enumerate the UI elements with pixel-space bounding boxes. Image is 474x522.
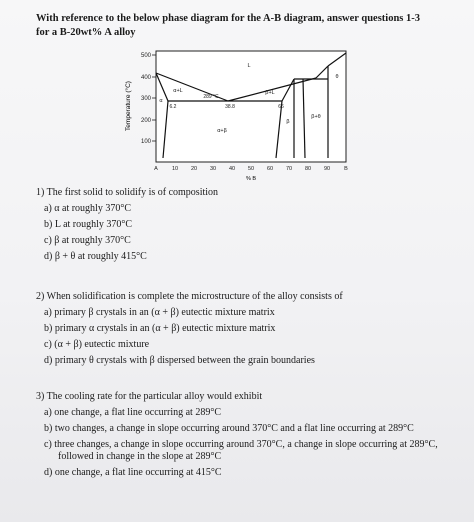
region-alpha-liquid: α+L <box>173 88 183 94</box>
question-2 <box>36 291 456 371</box>
beta-limit-label: 66 <box>278 104 284 110</box>
question-2-option-a[interactable]: a) primary β crystals in an (α + β) eutectic mixture matrix <box>44 307 275 318</box>
y-tick-400: 400 <box>140 75 151 81</box>
region-liquid: L <box>247 63 251 69</box>
eutectic-composition-label: 38.8 <box>225 104 235 110</box>
question-1-option-a[interactable]: a) α at roughly 370°C <box>44 203 132 214</box>
x-tick-90: 90 <box>323 166 331 172</box>
x-tick-20: 20 <box>190 166 198 172</box>
question-1-stem: 1) The first solid to solidify is of composition <box>36 187 219 198</box>
question-3-option-d[interactable]: d) one change, a flat line occurring at 415°C <box>44 467 222 478</box>
region-beta-theta: β+θ <box>311 114 321 120</box>
question-2-option-d[interactable]: d) primary θ crystals with β dispersed between the grain boundaries <box>44 355 315 366</box>
region-beta: β <box>286 119 290 125</box>
y-tick-200: 200 <box>140 118 151 124</box>
question-2-stem: 2) When solidification is complete the microstructure of the alloy consists of <box>36 291 343 302</box>
question-1-option-d[interactable]: d) β + θ at roughly 415°C <box>44 251 147 262</box>
question-3 <box>36 391 456 483</box>
x-tick-b: B <box>344 166 348 172</box>
x-tick-80: 80 <box>304 166 312 172</box>
region-alpha-beta: α+β <box>217 128 227 134</box>
question-3-option-a[interactable]: a) one change, a flat line occurring at 289°C <box>44 407 221 418</box>
alpha-limit-label: 6.2 <box>169 104 177 110</box>
question-3-option-c[interactable]: c) three changes, a change in slope occurring around 370°C, a change in slope occurring at 289°C, followed in change in the slope at 289°C <box>44 439 438 462</box>
x-tick-70: 70 <box>285 166 293 172</box>
phase-diagram-svg <box>118 48 358 193</box>
region-alpha: α <box>159 98 163 104</box>
question-1-option-c[interactable]: c) β at roughly 370°C <box>44 235 131 246</box>
question-2-option-c[interactable]: c) (α + β) eutectic mixture <box>44 339 150 350</box>
question-3-option-b[interactable]: b) two changes, a change in slope occurring around 370°C and a flat line occurring at 289°C <box>44 423 414 434</box>
x-tick-60: 60 <box>266 166 274 172</box>
region-beta-liquid: β+L <box>265 90 275 96</box>
x-tick-a: A <box>154 166 158 172</box>
worksheet-header <box>36 12 456 40</box>
question-2-option-b[interactable]: b) primary α crystals in an (α + β) eutectic mixture matrix <box>44 323 276 334</box>
x-tick-30: 30 <box>209 166 217 172</box>
header-line-2: for a B-20wt% A alloy <box>36 27 136 38</box>
question-3-stem: 3) The cooling rate for the particular alloy would exhibit <box>36 391 263 402</box>
x-tick-40: 40 <box>228 166 236 172</box>
header-line-1: With reference to the below phase diagram for the A-B diagram, answer questions 1-3 <box>36 13 421 24</box>
y-tick-300: 300 <box>140 96 151 102</box>
plot-frame <box>156 51 346 162</box>
x-tick-10: 10 <box>171 166 179 172</box>
question-1 <box>36 187 456 267</box>
y-tick-100: 100 <box>140 139 151 145</box>
x-tick-50: 50 <box>247 166 255 172</box>
eutectic-temperature-label: 289 °C <box>203 94 219 100</box>
region-theta: θ <box>335 74 339 80</box>
y-axis-title: Temperature (°C) <box>125 81 132 131</box>
x-axis-title: % B <box>245 176 257 182</box>
phase-diagram <box>118 48 358 193</box>
question-1-option-b[interactable]: b) L at roughly 370°C <box>44 219 133 230</box>
y-tick-500: 500 <box>140 53 151 59</box>
